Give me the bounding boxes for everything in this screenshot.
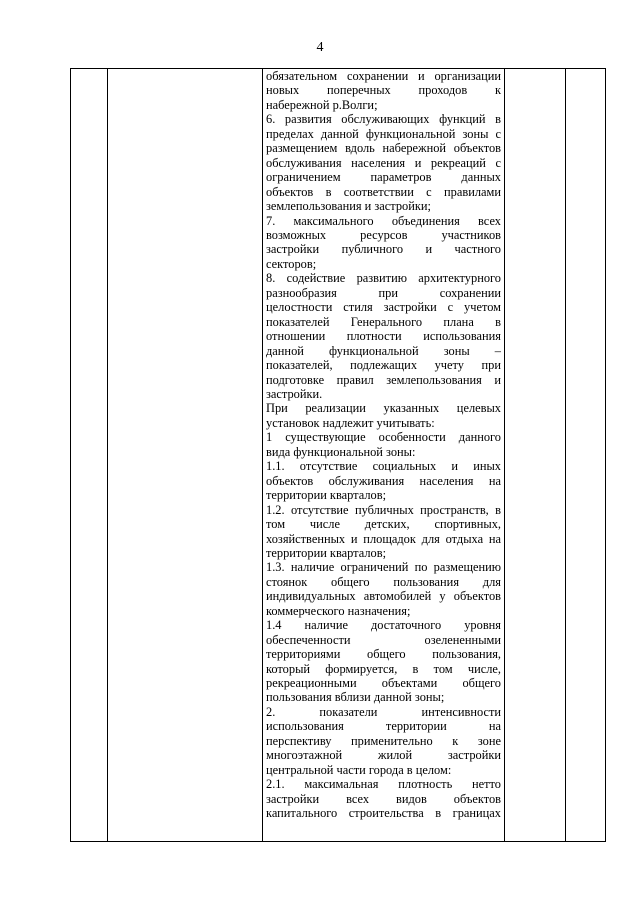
column-divider-4 — [565, 69, 566, 841]
text-line: центральной части города в целом: — [266, 762, 452, 777]
text-line: 1.3. наличие ограничений по размещению — [266, 560, 501, 575]
text-line: отношении плотности использования — [266, 329, 501, 344]
table-cell-text — [266, 69, 501, 821]
text-line: объектов обслуживания населения на — [266, 473, 501, 488]
page-number: 4 — [316, 40, 324, 55]
text-line: секторов; — [266, 256, 317, 271]
text-line: который формируется, в том числе, — [266, 661, 501, 676]
text-line: 2. показатели интенсивности — [266, 704, 501, 719]
column-divider-1 — [107, 69, 108, 841]
text-line: пользования вблизи данной зоны; — [266, 690, 445, 705]
text-line: индивидуальных автомобилей у объектов — [266, 589, 501, 604]
text-line: подготовке правил землепользования и — [266, 372, 501, 387]
text-line: 1 существующие особенности данного — [266, 430, 501, 445]
text-line: размещением вдоль набережной объектов — [266, 141, 501, 156]
text-line: территории кварталов; — [266, 488, 387, 503]
text-line: обязательном сохранении и организации — [266, 69, 501, 83]
text-line: 1.4 наличие достаточного уровня — [266, 618, 501, 633]
document-table — [70, 68, 606, 842]
text-line: 6. развития обслуживающих функций в — [266, 112, 501, 127]
text-line: 7. максимального объединения всех — [266, 213, 501, 228]
text-line: застройки публичного и частного — [266, 242, 501, 257]
text-line: территориями общего пользования, — [266, 647, 501, 662]
text-line: коммерческого назначения; — [266, 603, 411, 618]
text-line: застройки всех видов объектов — [266, 791, 501, 806]
text-line: пределах данной функциональной зоны с — [266, 126, 501, 141]
text-line: перспективу применительно к зоне — [266, 733, 501, 748]
text-line: 1.1. отсутствие социальных и иных — [266, 459, 501, 474]
text-line: ограничением параметров данных — [266, 170, 501, 185]
text-line: 1.2. отсутствие публичных пространств, в — [266, 502, 501, 517]
text-line: обеспеченности озелененными — [266, 632, 501, 647]
text-line: 2.1. максимальная плотность нетто — [266, 777, 501, 792]
text-line: территории кварталов; — [266, 545, 387, 560]
text-line: использования территории на — [266, 719, 501, 734]
text-line: целостности стиля застройки с учетом — [266, 300, 501, 315]
text-line: При реализации указанных целевых — [266, 401, 501, 416]
text-line: застройки. — [266, 386, 323, 401]
text-line: хозяйственных и площадок для отдыха на — [266, 531, 501, 546]
text-line: рекреационными объектами общего — [266, 676, 501, 691]
text-line: объектов в соответствии с правилами — [266, 184, 501, 199]
text-line: капитального строительства в границах — [266, 806, 501, 821]
text-line: показателей Генерального плана в — [266, 314, 501, 329]
text-line: землепользования и застройки; — [266, 199, 431, 214]
text-line: возможных ресурсов участников — [266, 227, 501, 242]
text-line: обслуживания населения и рекреаций с — [266, 155, 501, 170]
text-line: показателей, подлежащих учету при — [266, 358, 501, 373]
text-line: многоэтажной жилой застройки — [266, 748, 501, 763]
text-line: данной функциональной зоны – — [266, 343, 501, 358]
text-line: 8. содействие развитию архитектурного — [266, 271, 501, 286]
column-divider-2 — [262, 69, 263, 841]
text-line: набережной р.Волги; — [266, 97, 378, 112]
text-line: стоянок общего пользования для — [266, 574, 501, 589]
column-divider-3 — [504, 69, 505, 841]
text-line: том числе детских, спортивных, — [266, 517, 501, 532]
text-line: вида функциональной зоны: — [266, 444, 416, 459]
text-line: установок надлежит учитывать: — [266, 415, 435, 430]
text-line: новых поперечных проходов к — [266, 83, 501, 98]
text-line: разнообразия при сохранении — [266, 285, 501, 300]
